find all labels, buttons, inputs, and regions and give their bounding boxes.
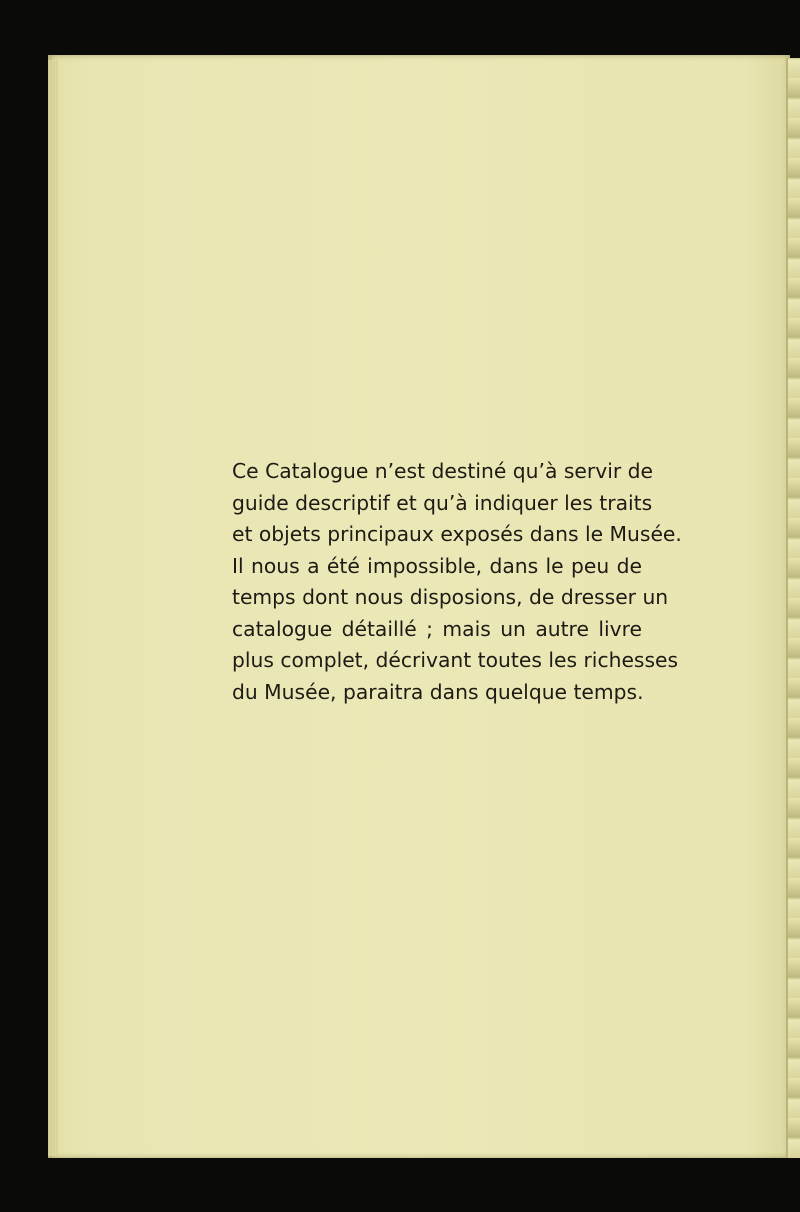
paragraph-line-1: Ce Catalogue n’est destiné qu’à servir de bbox=[232, 459, 653, 483]
paragraph-line-2: guide descriptif et qu’à indiquer les traits bbox=[232, 490, 653, 515]
page-left-edge bbox=[48, 60, 58, 1156]
paragraph-line-8: du Musée, paraitra dans quelque temps. bbox=[232, 679, 644, 704]
paragraph-line-7: plus complet, décrivant toutes les richesses bbox=[232, 648, 679, 672]
paragraph-line-3: et objets principaux exposés dans le Musée. bbox=[232, 522, 682, 546]
page-stack-right-edge bbox=[786, 58, 800, 1158]
paragraph-line-4: Il nous a été impossible, dans le peu de bbox=[232, 553, 642, 578]
foreword-paragraph bbox=[232, 456, 682, 708]
paragraph-line-5: temps dont nous disposions, de dresser un bbox=[232, 585, 669, 609]
paragraph-line-6: catalogue détaillé ; mais un autre livre bbox=[232, 616, 642, 641]
